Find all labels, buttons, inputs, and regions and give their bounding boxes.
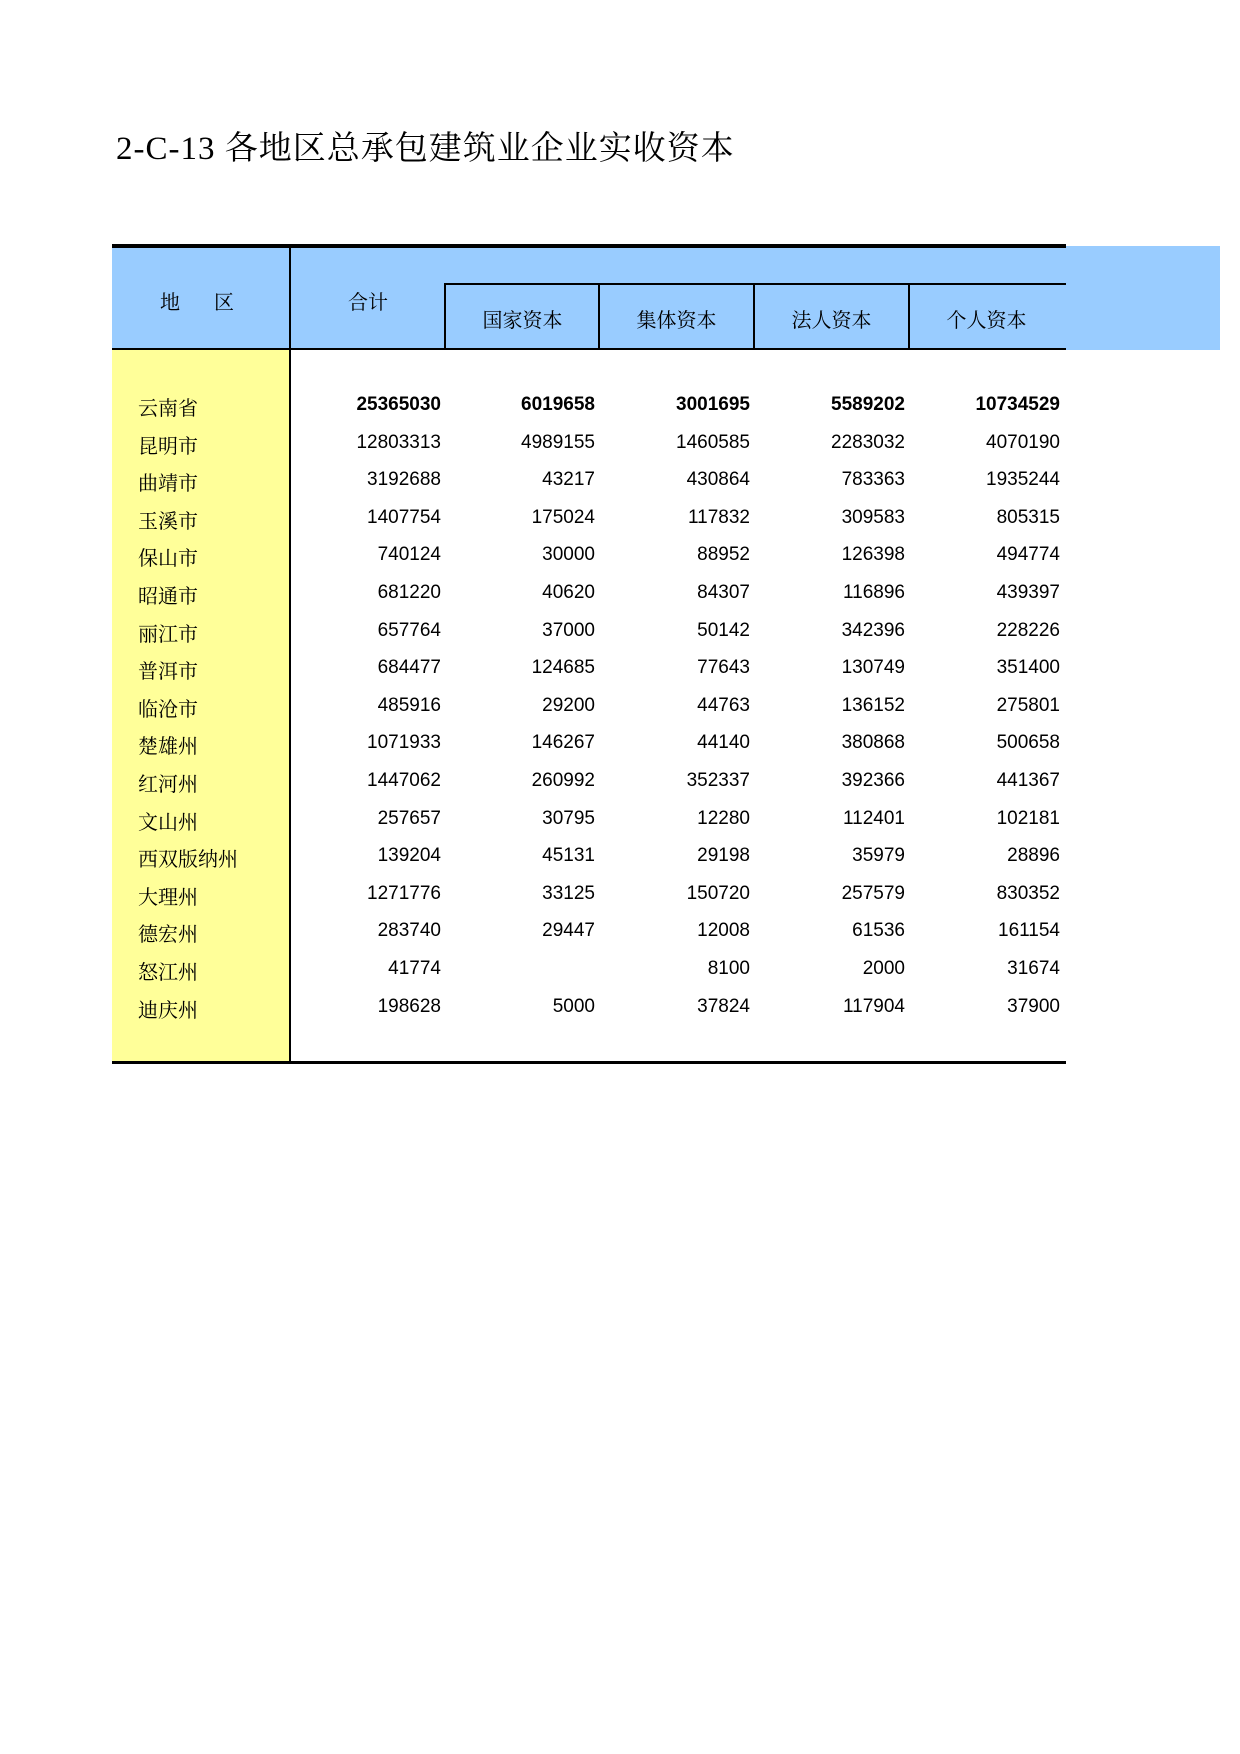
total-cell: 1271776 bbox=[367, 882, 441, 904]
state-capital-cell: 30000 bbox=[542, 544, 595, 566]
header-state-capital: 国家资本 bbox=[482, 310, 563, 332]
region-cell: 西双版纳州 bbox=[138, 849, 238, 872]
table-row bbox=[0, 914, 1240, 952]
legal-person-capital-cell: 61536 bbox=[852, 920, 905, 942]
collective-capital-cell: 44140 bbox=[697, 732, 750, 754]
region-cell: 怒江州 bbox=[138, 961, 198, 984]
table-row bbox=[0, 726, 1240, 764]
legal-person-capital-cell: 130749 bbox=[841, 657, 905, 679]
individual-capital-cell: 10734529 bbox=[975, 394, 1060, 415]
state-capital-cell: 6019658 bbox=[521, 394, 595, 415]
total-cell: 1071933 bbox=[367, 732, 441, 754]
legal-person-capital-cell: 136152 bbox=[841, 694, 905, 716]
total-cell: 12803313 bbox=[356, 431, 441, 453]
region-cell: 红河州 bbox=[138, 773, 198, 796]
collective-capital-cell: 12280 bbox=[697, 807, 750, 829]
state-capital-cell: 260992 bbox=[531, 769, 595, 791]
total-cell: 1407754 bbox=[367, 506, 441, 528]
individual-capital-cell: 31674 bbox=[1007, 957, 1060, 979]
legal-person-capital-cell: 392366 bbox=[841, 769, 905, 791]
individual-capital-cell: 228226 bbox=[996, 619, 1060, 641]
total-cell: 684477 bbox=[377, 657, 441, 679]
total-cell: 41774 bbox=[388, 957, 441, 979]
header-individual-capital: 个人资本 bbox=[946, 310, 1027, 332]
collective-capital-cell: 430864 bbox=[686, 469, 750, 491]
individual-capital-cell: 500658 bbox=[996, 732, 1060, 754]
table-body bbox=[0, 388, 1240, 1027]
total-cell: 657764 bbox=[377, 619, 441, 641]
state-capital-cell: 29447 bbox=[542, 920, 595, 942]
legal-person-capital-cell: 5589202 bbox=[831, 394, 905, 415]
legal-person-capital-cell: 126398 bbox=[841, 544, 905, 566]
collective-capital-cell: 352337 bbox=[686, 769, 750, 791]
region-cell: 临沧市 bbox=[138, 698, 198, 721]
individual-capital-cell: 830352 bbox=[996, 882, 1060, 904]
state-capital-cell: 146267 bbox=[531, 732, 595, 754]
total-cell: 485916 bbox=[377, 694, 441, 716]
table-row bbox=[0, 614, 1240, 652]
table-row bbox=[0, 388, 1240, 426]
region-cell: 楚雄州 bbox=[138, 736, 198, 759]
header-bottom-rule bbox=[112, 348, 1066, 350]
state-capital-cell: 40620 bbox=[542, 581, 595, 603]
region-cell: 德宏州 bbox=[138, 924, 198, 947]
legal-person-capital-cell: 309583 bbox=[841, 506, 905, 528]
total-cell: 139204 bbox=[377, 845, 441, 867]
legal-person-capital-cell: 112401 bbox=[843, 807, 905, 829]
individual-capital-cell: 4070190 bbox=[986, 431, 1060, 453]
individual-capital-cell: 102181 bbox=[996, 807, 1060, 829]
header-total: 合计 bbox=[348, 292, 388, 314]
total-cell: 3192688 bbox=[367, 469, 441, 491]
region-cell: 昆明市 bbox=[138, 435, 198, 458]
state-capital-cell: 45131 bbox=[542, 845, 595, 867]
collective-capital-cell: 37824 bbox=[697, 995, 750, 1017]
region-cell: 昭通市 bbox=[138, 585, 198, 608]
total-cell: 25365030 bbox=[356, 394, 441, 415]
total-cell: 681220 bbox=[377, 581, 441, 603]
region-cell: 保山市 bbox=[138, 548, 198, 571]
collective-capital-cell: 3001695 bbox=[676, 394, 750, 415]
page-title: 2-C-13 各地区总承包建筑业企业实收资本 bbox=[116, 131, 735, 167]
state-capital-cell: 29200 bbox=[542, 694, 595, 716]
collective-capital-cell: 12008 bbox=[697, 920, 750, 942]
region-cell: 普洱市 bbox=[138, 661, 198, 684]
legal-person-capital-cell: 116896 bbox=[843, 581, 905, 603]
individual-capital-cell: 28896 bbox=[1007, 845, 1060, 867]
table-bottom-rule bbox=[112, 1061, 1066, 1064]
region-cell: 曲靖市 bbox=[138, 473, 198, 496]
region-cell: 玉溪市 bbox=[138, 510, 198, 533]
individual-capital-cell: 37900 bbox=[1007, 995, 1060, 1017]
table-row bbox=[0, 651, 1240, 689]
table-row bbox=[0, 877, 1240, 915]
collective-capital-cell: 150720 bbox=[686, 882, 750, 904]
individual-capital-cell: 439397 bbox=[996, 581, 1060, 603]
region-cell: 云南省 bbox=[138, 398, 198, 420]
table-row bbox=[0, 764, 1240, 802]
table-row bbox=[0, 538, 1240, 576]
individual-capital-cell: 275801 bbox=[996, 694, 1060, 716]
individual-capital-cell: 161154 bbox=[998, 920, 1060, 942]
state-capital-cell: 124685 bbox=[531, 657, 595, 679]
individual-capital-cell: 805315 bbox=[996, 506, 1060, 528]
state-capital-cell: 4989155 bbox=[521, 431, 595, 453]
legal-person-capital-cell: 783363 bbox=[841, 469, 905, 491]
state-capital-cell: 5000 bbox=[552, 995, 595, 1017]
table-row bbox=[0, 689, 1240, 727]
collective-capital-cell: 50142 bbox=[697, 619, 750, 641]
total-cell: 283740 bbox=[377, 920, 441, 942]
total-cell: 740124 bbox=[377, 544, 441, 566]
state-capital-cell: 43217 bbox=[542, 469, 595, 491]
collective-capital-cell: 77643 bbox=[697, 657, 750, 679]
individual-capital-cell: 1935244 bbox=[986, 469, 1060, 491]
table-row bbox=[0, 463, 1240, 501]
region-cell: 丽江市 bbox=[138, 623, 198, 646]
header-collective-capital: 集体资本 bbox=[636, 310, 717, 332]
legal-person-capital-cell: 380868 bbox=[841, 732, 905, 754]
state-capital-cell: 30795 bbox=[542, 807, 595, 829]
legal-person-capital-cell: 2283032 bbox=[831, 431, 905, 453]
collective-capital-cell: 117832 bbox=[688, 506, 750, 528]
table-row bbox=[0, 952, 1240, 990]
legal-person-capital-cell: 257579 bbox=[841, 882, 905, 904]
table-row bbox=[0, 802, 1240, 840]
state-capital-cell: 37000 bbox=[542, 619, 595, 641]
total-cell: 198628 bbox=[377, 995, 441, 1017]
region-cell: 大理州 bbox=[138, 886, 198, 909]
collective-capital-cell: 88952 bbox=[697, 544, 750, 566]
collective-capital-cell: 8100 bbox=[707, 957, 750, 979]
individual-capital-cell: 351400 bbox=[996, 657, 1060, 679]
table-row bbox=[0, 990, 1240, 1028]
legal-person-capital-cell: 117904 bbox=[843, 995, 905, 1017]
table-row bbox=[0, 576, 1240, 614]
state-capital-cell: 175024 bbox=[531, 506, 595, 528]
collective-capital-cell: 1460585 bbox=[676, 431, 750, 453]
legal-person-capital-cell: 2000 bbox=[862, 957, 905, 979]
collective-capital-cell: 84307 bbox=[697, 581, 750, 603]
region-cell: 迪庆州 bbox=[138, 999, 198, 1022]
header-region: 地区 bbox=[160, 292, 268, 314]
table-row bbox=[0, 839, 1240, 877]
table-row bbox=[0, 426, 1240, 464]
state-capital-cell: 33125 bbox=[542, 882, 595, 904]
table-row bbox=[0, 501, 1240, 539]
total-cell: 1447062 bbox=[367, 769, 441, 791]
legal-person-capital-cell: 342396 bbox=[841, 619, 905, 641]
collective-capital-cell: 29198 bbox=[697, 845, 750, 867]
collective-capital-cell: 44763 bbox=[697, 694, 750, 716]
region-cell: 文山州 bbox=[138, 811, 198, 834]
table-header-background bbox=[112, 246, 1220, 350]
individual-capital-cell: 494774 bbox=[996, 544, 1060, 566]
legal-person-capital-cell: 35979 bbox=[852, 845, 905, 867]
total-cell: 257657 bbox=[377, 807, 441, 829]
individual-capital-cell: 441367 bbox=[996, 769, 1060, 791]
subheader-rule bbox=[445, 283, 1066, 285]
header-legal-person-capital: 法人资本 bbox=[791, 310, 872, 332]
table-top-rule bbox=[112, 244, 1066, 248]
